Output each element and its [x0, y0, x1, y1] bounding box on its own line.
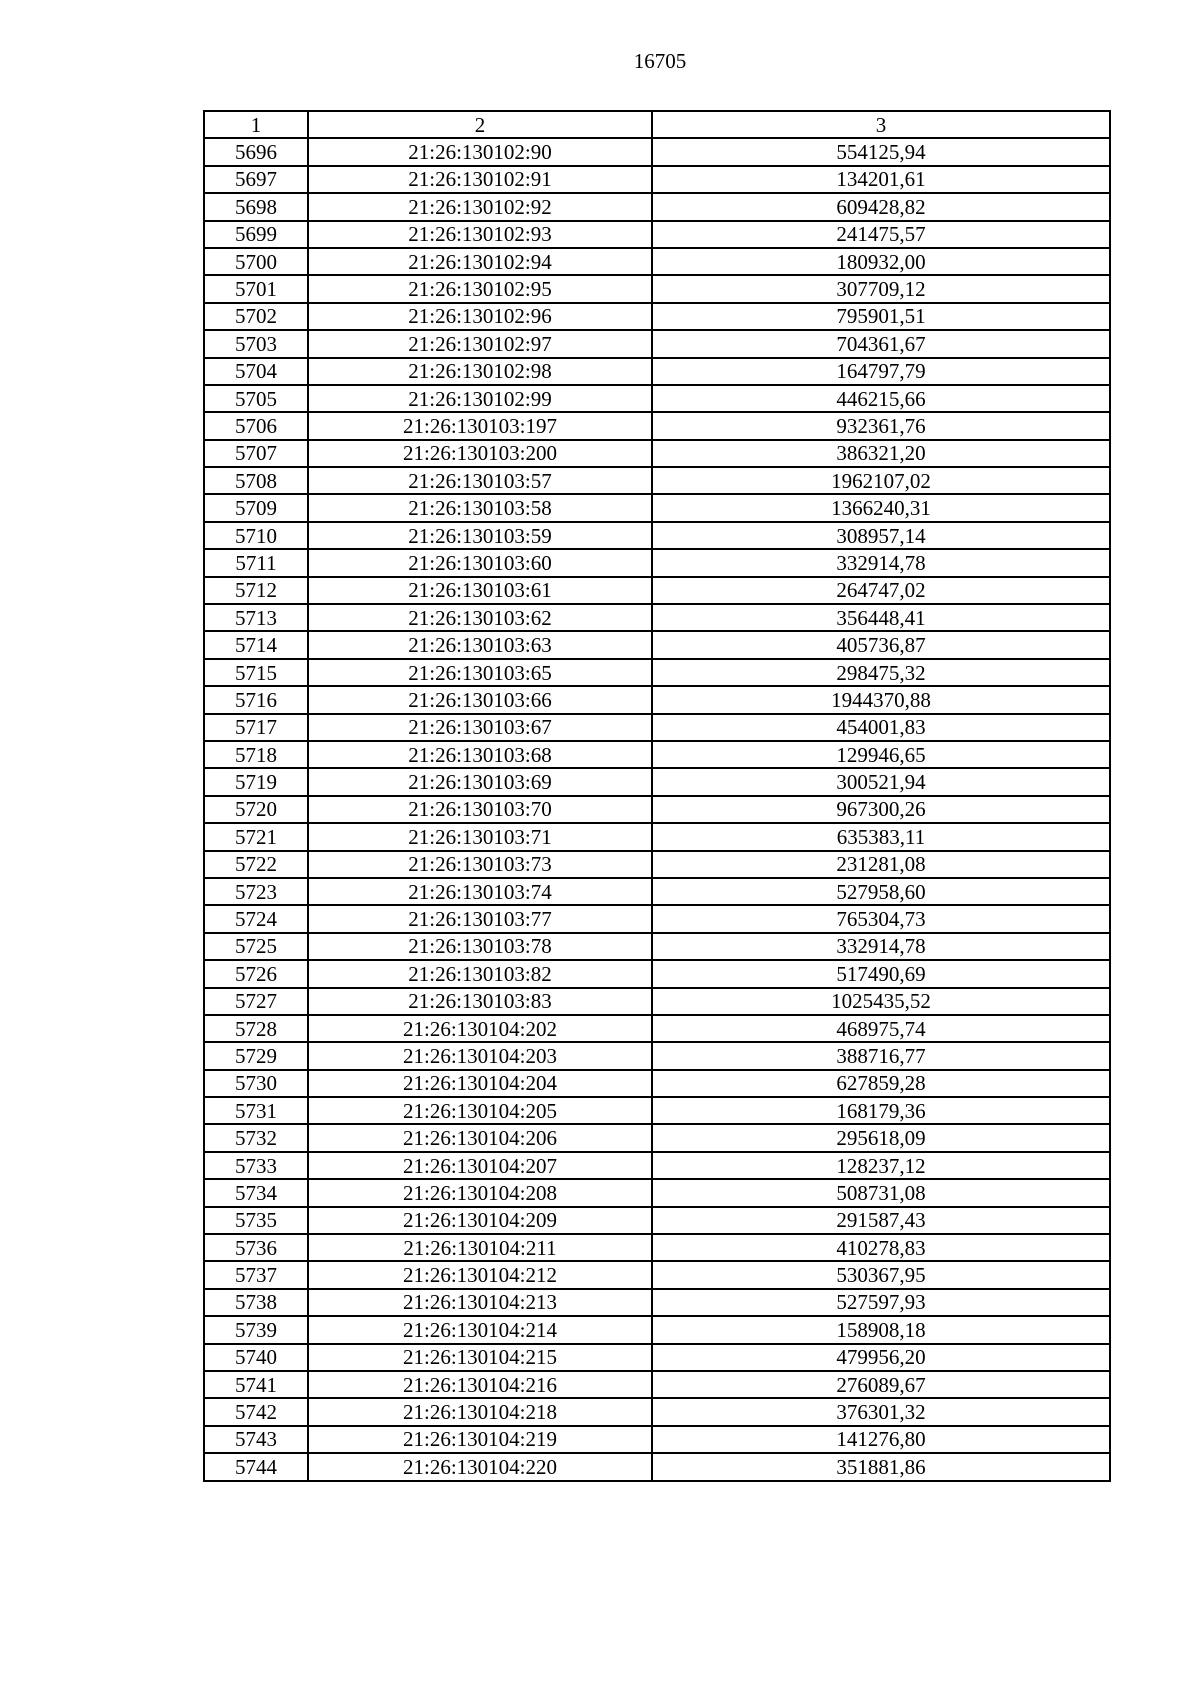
- cadastral-number-cell: 21:26:130104:211: [308, 1234, 652, 1261]
- value-cell: 376301,32: [652, 1398, 1110, 1425]
- cadastral-number-cell: 21:26:130102:97: [308, 330, 652, 357]
- table-row: [204, 741, 1110, 768]
- table-row: [204, 1015, 1110, 1042]
- cadastral-number-cell: 21:26:130103:70: [308, 796, 652, 823]
- cadastral-number-cell: 21:26:130103:57: [308, 467, 652, 494]
- table-row: [204, 193, 1110, 220]
- table-row: [204, 988, 1110, 1015]
- row-number-cell: 5722: [204, 851, 308, 878]
- row-number-cell: 5734: [204, 1179, 308, 1206]
- value-cell: 276089,67: [652, 1371, 1110, 1398]
- value-cell: 479956,20: [652, 1344, 1110, 1371]
- table-header-row: [204, 111, 1110, 138]
- value-cell: 517490,69: [652, 960, 1110, 987]
- value-cell: 527597,93: [652, 1289, 1110, 1316]
- table-row: [204, 467, 1110, 494]
- row-number-cell: 5697: [204, 166, 308, 193]
- table-row: [204, 604, 1110, 631]
- table-row: [204, 1261, 1110, 1288]
- row-number-cell: 5736: [204, 1234, 308, 1261]
- row-number-cell: 5726: [204, 960, 308, 987]
- column-header: 3: [652, 111, 1110, 138]
- table-row: [204, 412, 1110, 439]
- cadastral-number-cell: 21:26:130103:61: [308, 577, 652, 604]
- value-cell: 300521,94: [652, 768, 1110, 795]
- value-cell: 527958,60: [652, 878, 1110, 905]
- table-row: [204, 138, 1110, 165]
- row-number-cell: 5723: [204, 878, 308, 905]
- table-row: [204, 1152, 1110, 1179]
- cadastral-number-cell: 21:26:130103:62: [308, 604, 652, 631]
- value-cell: 168179,36: [652, 1097, 1110, 1124]
- table-row: [204, 1453, 1110, 1480]
- row-number-cell: 5728: [204, 1015, 308, 1042]
- row-number-cell: 5730: [204, 1070, 308, 1097]
- value-cell: 1366240,31: [652, 494, 1110, 521]
- cadastral-number-cell: 21:26:130103:58: [308, 494, 652, 521]
- table-row: [204, 221, 1110, 248]
- value-cell: 134201,61: [652, 166, 1110, 193]
- cadastral-number-cell: 21:26:130102:98: [308, 358, 652, 385]
- value-cell: 446215,66: [652, 385, 1110, 412]
- row-number-cell: 5717: [204, 714, 308, 741]
- row-number-cell: 5741: [204, 1371, 308, 1398]
- row-number-cell: 5698: [204, 193, 308, 220]
- value-cell: 141276,80: [652, 1426, 1110, 1453]
- value-cell: 129946,65: [652, 741, 1110, 768]
- row-number-cell: 5733: [204, 1152, 308, 1179]
- cadastral-number-cell: 21:26:130103:59: [308, 522, 652, 549]
- table-row: [204, 549, 1110, 576]
- table-row: [204, 1124, 1110, 1151]
- value-cell: 1962107,02: [652, 467, 1110, 494]
- table-row: [204, 1234, 1110, 1261]
- row-number-cell: 5725: [204, 933, 308, 960]
- row-number-cell: 5704: [204, 358, 308, 385]
- table-row: [204, 960, 1110, 987]
- table-row: [204, 1371, 1110, 1398]
- table-row: [204, 166, 1110, 193]
- row-number-cell: 5738: [204, 1289, 308, 1316]
- row-number-cell: 5720: [204, 796, 308, 823]
- row-number-cell: 5715: [204, 659, 308, 686]
- cadastral-number-cell: 21:26:130104:212: [308, 1261, 652, 1288]
- value-cell: 795901,51: [652, 303, 1110, 330]
- cadastral-number-cell: 21:26:130104:206: [308, 1124, 652, 1151]
- data-table: [203, 110, 1111, 1482]
- row-number-cell: 5707: [204, 440, 308, 467]
- row-number-cell: 5710: [204, 522, 308, 549]
- value-cell: 164797,79: [652, 358, 1110, 385]
- row-number-cell: 5740: [204, 1344, 308, 1371]
- table-row: [204, 522, 1110, 549]
- row-number-cell: 5711: [204, 549, 308, 576]
- page-number: 16705: [633, 49, 687, 73]
- table-row: [204, 878, 1110, 905]
- table-row: [204, 1179, 1110, 1206]
- row-number-cell: 5719: [204, 768, 308, 795]
- table-row: [204, 248, 1110, 275]
- row-number-cell: 5732: [204, 1124, 308, 1151]
- value-cell: 765304,73: [652, 905, 1110, 932]
- table-row: [204, 385, 1110, 412]
- value-cell: 468975,74: [652, 1015, 1110, 1042]
- cadastral-number-cell: 21:26:130103:66: [308, 686, 652, 713]
- row-number-cell: 5724: [204, 905, 308, 932]
- cadastral-number-cell: 21:26:130104:218: [308, 1398, 652, 1425]
- table-row: [204, 1289, 1110, 1316]
- cadastral-number-cell: 21:26:130102:93: [308, 221, 652, 248]
- value-cell: 158908,18: [652, 1316, 1110, 1343]
- value-cell: 386321,20: [652, 440, 1110, 467]
- cadastral-number-cell: 21:26:130103:200: [308, 440, 652, 467]
- cadastral-number-cell: 21:26:130103:77: [308, 905, 652, 932]
- row-number-cell: 5718: [204, 741, 308, 768]
- cadastral-number-cell: 21:26:130103:67: [308, 714, 652, 741]
- table-row: [204, 768, 1110, 795]
- table-row: [204, 440, 1110, 467]
- cadastral-number-cell: 21:26:130104:214: [308, 1316, 652, 1343]
- row-number-cell: 5706: [204, 412, 308, 439]
- table-row: [204, 494, 1110, 521]
- value-cell: 508731,08: [652, 1179, 1110, 1206]
- value-cell: 410278,83: [652, 1234, 1110, 1261]
- cadastral-number-cell: 21:26:130103:82: [308, 960, 652, 987]
- table-row: [204, 1042, 1110, 1069]
- value-cell: 967300,26: [652, 796, 1110, 823]
- cadastral-number-cell: 21:26:130102:90: [308, 138, 652, 165]
- cadastral-number-cell: 21:26:130103:74: [308, 878, 652, 905]
- value-cell: 298475,32: [652, 659, 1110, 686]
- table-row: [204, 851, 1110, 878]
- row-number-cell: 5700: [204, 248, 308, 275]
- table-row: [204, 659, 1110, 686]
- cadastral-number-cell: 21:26:130104:207: [308, 1152, 652, 1179]
- table-row: [204, 1316, 1110, 1343]
- row-number-cell: 5729: [204, 1042, 308, 1069]
- row-number-cell: 5699: [204, 221, 308, 248]
- table-row: [204, 1426, 1110, 1453]
- cadastral-number-cell: 21:26:130104:205: [308, 1097, 652, 1124]
- row-number-cell: 5737: [204, 1261, 308, 1288]
- value-cell: 530367,95: [652, 1261, 1110, 1288]
- value-cell: 128237,12: [652, 1152, 1110, 1179]
- row-number-cell: 5708: [204, 467, 308, 494]
- cadastral-number-cell: 21:26:130104:216: [308, 1371, 652, 1398]
- row-number-cell: 5721: [204, 823, 308, 850]
- cadastral-number-cell: 21:26:130103:73: [308, 851, 652, 878]
- row-number-cell: 5744: [204, 1453, 308, 1480]
- value-cell: 291587,43: [652, 1207, 1110, 1234]
- cadastral-number-cell: 21:26:130104:208: [308, 1179, 652, 1206]
- row-number-cell: 5705: [204, 385, 308, 412]
- value-cell: 231281,08: [652, 851, 1110, 878]
- cadastral-number-cell: 21:26:130104:204: [308, 1070, 652, 1097]
- value-cell: 308957,14: [652, 522, 1110, 549]
- cadastral-number-cell: 21:26:130104:213: [308, 1289, 652, 1316]
- table-row: [204, 1070, 1110, 1097]
- row-number-cell: 5709: [204, 494, 308, 521]
- table-row: [204, 330, 1110, 357]
- table-row: [204, 905, 1110, 932]
- value-cell: 351881,86: [652, 1453, 1110, 1480]
- value-cell: 554125,94: [652, 138, 1110, 165]
- cadastral-number-cell: 21:26:130102:92: [308, 193, 652, 220]
- cadastral-number-cell: 21:26:130103:71: [308, 823, 652, 850]
- cadastral-number-cell: 21:26:130103:63: [308, 631, 652, 658]
- row-number-cell: 5713: [204, 604, 308, 631]
- value-cell: 307709,12: [652, 275, 1110, 302]
- cadastral-number-cell: 21:26:130103:78: [308, 933, 652, 960]
- value-cell: 332914,78: [652, 933, 1110, 960]
- value-cell: 332914,78: [652, 549, 1110, 576]
- value-cell: 704361,67: [652, 330, 1110, 357]
- value-cell: 295618,09: [652, 1124, 1110, 1151]
- row-number-cell: 5731: [204, 1097, 308, 1124]
- cadastral-number-cell: 21:26:130103:69: [308, 768, 652, 795]
- row-number-cell: 5696: [204, 138, 308, 165]
- cadastral-number-cell: 21:26:130102:94: [308, 248, 652, 275]
- table-row: [204, 714, 1110, 741]
- row-number-cell: 5727: [204, 988, 308, 1015]
- value-cell: 405736,87: [652, 631, 1110, 658]
- row-number-cell: 5716: [204, 686, 308, 713]
- table-row: [204, 1344, 1110, 1371]
- value-cell: 635383,11: [652, 823, 1110, 850]
- value-cell: 627859,28: [652, 1070, 1110, 1097]
- table-row: [204, 275, 1110, 302]
- row-number-cell: 5712: [204, 577, 308, 604]
- cadastral-number-cell: 21:26:130104:202: [308, 1015, 652, 1042]
- table-row: [204, 358, 1110, 385]
- row-number-cell: 5735: [204, 1207, 308, 1234]
- cadastral-number-cell: 21:26:130104:215: [308, 1344, 652, 1371]
- table-row: [204, 1398, 1110, 1425]
- table-row: [204, 933, 1110, 960]
- value-cell: 356448,41: [652, 604, 1110, 631]
- value-cell: 932361,76: [652, 412, 1110, 439]
- row-number-cell: 5703: [204, 330, 308, 357]
- row-number-cell: 5742: [204, 1398, 308, 1425]
- table-row: [204, 631, 1110, 658]
- value-cell: 609428,82: [652, 193, 1110, 220]
- cadastral-number-cell: 21:26:130104:209: [308, 1207, 652, 1234]
- cadastral-number-cell: 21:26:130104:220: [308, 1453, 652, 1480]
- cadastral-number-cell: 21:26:130103:60: [308, 549, 652, 576]
- cadastral-number-cell: 21:26:130104:203: [308, 1042, 652, 1069]
- table-row: [204, 1207, 1110, 1234]
- row-number-cell: 5743: [204, 1426, 308, 1453]
- value-cell: 1944370,88: [652, 686, 1110, 713]
- row-number-cell: 5701: [204, 275, 308, 302]
- cadastral-number-cell: 21:26:130102:91: [308, 166, 652, 193]
- row-number-cell: 5714: [204, 631, 308, 658]
- table-row: [204, 796, 1110, 823]
- table-row: [204, 823, 1110, 850]
- cadastral-number-cell: 21:26:130103:197: [308, 412, 652, 439]
- cadastral-number-cell: 21:26:130103:68: [308, 741, 652, 768]
- value-cell: 454001,83: [652, 714, 1110, 741]
- column-header: 1: [204, 111, 308, 138]
- table-body: [204, 111, 1110, 1481]
- column-header: 2: [308, 111, 652, 138]
- value-cell: 180932,00: [652, 248, 1110, 275]
- cadastral-number-cell: 21:26:130103:65: [308, 659, 652, 686]
- table-row: [204, 686, 1110, 713]
- cadastral-number-cell: 21:26:130102:96: [308, 303, 652, 330]
- cadastral-number-cell: 21:26:130104:219: [308, 1426, 652, 1453]
- table-row: [204, 577, 1110, 604]
- cadastral-number-cell: 21:26:130102:95: [308, 275, 652, 302]
- cadastral-number-cell: 21:26:130102:99: [308, 385, 652, 412]
- table-row: [204, 303, 1110, 330]
- value-cell: 1025435,52: [652, 988, 1110, 1015]
- value-cell: 388716,77: [652, 1042, 1110, 1069]
- row-number-cell: 5702: [204, 303, 308, 330]
- value-cell: 241475,57: [652, 221, 1110, 248]
- row-number-cell: 5739: [204, 1316, 308, 1343]
- table-row: [204, 1097, 1110, 1124]
- cadastral-number-cell: 21:26:130103:83: [308, 988, 652, 1015]
- value-cell: 264747,02: [652, 577, 1110, 604]
